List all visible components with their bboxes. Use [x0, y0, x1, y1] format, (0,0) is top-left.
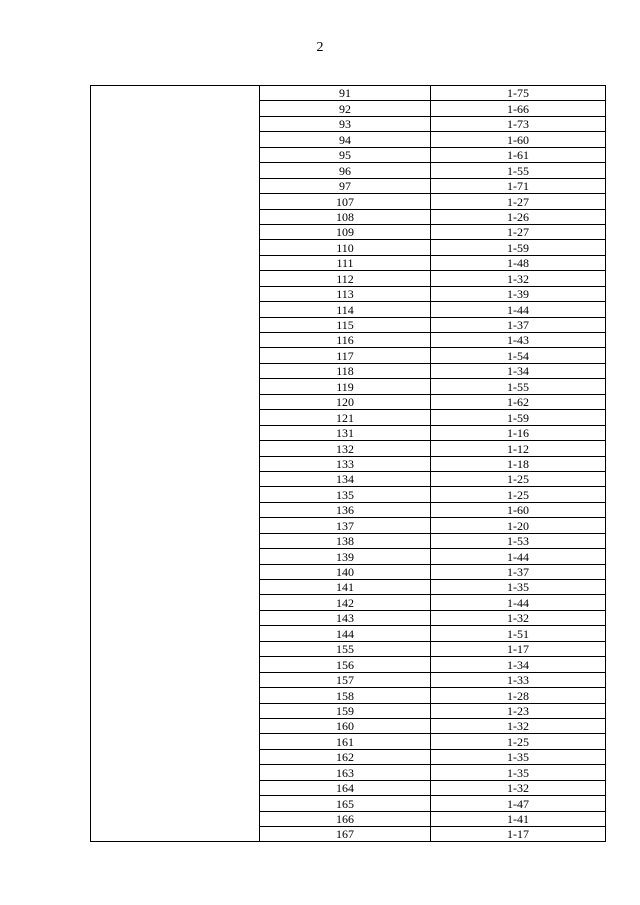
row-number-cell: 120 — [260, 394, 431, 409]
row-number-cell: 157 — [260, 672, 431, 687]
row-number-cell: 160 — [260, 718, 431, 733]
row-value-cell: 1-41 — [431, 811, 606, 826]
row-number-cell: 96 — [260, 163, 431, 178]
row-value-cell: 1-17 — [431, 641, 606, 656]
row-value-cell: 1-73 — [431, 116, 606, 131]
row-number-cell: 143 — [260, 610, 431, 625]
row-value-cell: 1-26 — [431, 209, 606, 224]
row-number-cell: 116 — [260, 333, 431, 348]
row-value-cell: 1-20 — [431, 518, 606, 533]
row-value-cell: 1-39 — [431, 286, 606, 301]
row-value-cell: 1-60 — [431, 132, 606, 147]
row-number-cell: 134 — [260, 471, 431, 486]
row-number-cell: 107 — [260, 194, 431, 209]
table-body — [91, 86, 606, 842]
row-value-cell: 1-54 — [431, 348, 606, 363]
row-value-cell: 1-75 — [431, 86, 606, 101]
row-value-cell: 1-33 — [431, 672, 606, 687]
row-value-cell: 1-27 — [431, 224, 606, 239]
row-value-cell: 1-44 — [431, 302, 606, 317]
row-number-cell: 115 — [260, 317, 431, 332]
row-number-cell: 95 — [260, 147, 431, 162]
row-number-cell: 138 — [260, 533, 431, 548]
row-number-cell: 140 — [260, 564, 431, 579]
row-value-cell: 1-25 — [431, 471, 606, 486]
row-number-cell: 141 — [260, 580, 431, 595]
row-value-cell: 1-66 — [431, 101, 606, 116]
table-row — [91, 86, 606, 101]
row-value-cell: 1-18 — [431, 456, 606, 471]
row-number-cell: 114 — [260, 302, 431, 317]
row-number-cell: 156 — [260, 657, 431, 672]
row-value-cell: 1-61 — [431, 147, 606, 162]
row-number-cell: 166 — [260, 811, 431, 826]
row-number-cell: 94 — [260, 132, 431, 147]
row-number-cell: 164 — [260, 780, 431, 795]
row-number-cell: 139 — [260, 549, 431, 564]
row-number-cell: 112 — [260, 271, 431, 286]
data-table — [90, 85, 606, 842]
row-value-cell: 1-25 — [431, 734, 606, 749]
row-value-cell: 1-27 — [431, 194, 606, 209]
row-number-cell: 97 — [260, 178, 431, 193]
row-value-cell: 1-32 — [431, 718, 606, 733]
row-number-cell: 111 — [260, 255, 431, 270]
row-value-cell: 1-51 — [431, 626, 606, 641]
row-value-cell: 1-47 — [431, 796, 606, 811]
row-number-cell: 92 — [260, 101, 431, 116]
row-value-cell: 1-55 — [431, 379, 606, 394]
row-number-cell: 163 — [260, 765, 431, 780]
row-value-cell: 1-32 — [431, 610, 606, 625]
row-number-cell: 162 — [260, 749, 431, 764]
row-value-cell: 1-59 — [431, 240, 606, 255]
row-number-cell: 159 — [260, 703, 431, 718]
row-number-cell: 142 — [260, 595, 431, 610]
row-value-cell: 1-35 — [431, 749, 606, 764]
row-value-cell: 1-53 — [431, 533, 606, 548]
row-value-cell: 1-35 — [431, 580, 606, 595]
row-number-cell: 135 — [260, 487, 431, 502]
row-number-cell: 113 — [260, 286, 431, 301]
row-value-cell: 1-71 — [431, 178, 606, 193]
row-value-cell: 1-23 — [431, 703, 606, 718]
row-value-cell: 1-43 — [431, 333, 606, 348]
row-value-cell: 1-37 — [431, 317, 606, 332]
row-value-cell: 1-44 — [431, 549, 606, 564]
row-number-cell: 132 — [260, 441, 431, 456]
row-value-cell: 1-60 — [431, 502, 606, 517]
row-value-cell: 1-28 — [431, 688, 606, 703]
row-number-cell: 93 — [260, 116, 431, 131]
row-number-cell: 136 — [260, 502, 431, 517]
row-number-cell: 117 — [260, 348, 431, 363]
row-value-cell: 1-17 — [431, 827, 606, 842]
row-number-cell: 144 — [260, 626, 431, 641]
data-table-container — [90, 85, 605, 842]
row-number-cell: 121 — [260, 410, 431, 425]
row-value-cell: 1-62 — [431, 394, 606, 409]
row-value-cell: 1-34 — [431, 657, 606, 672]
row-number-cell: 155 — [260, 641, 431, 656]
row-number-cell: 131 — [260, 425, 431, 440]
row-value-cell: 1-34 — [431, 363, 606, 378]
row-value-cell: 1-37 — [431, 564, 606, 579]
empty-merged-cell — [91, 86, 260, 842]
row-value-cell: 1-44 — [431, 595, 606, 610]
row-number-cell: 109 — [260, 224, 431, 239]
row-number-cell: 119 — [260, 379, 431, 394]
row-number-cell: 133 — [260, 456, 431, 471]
row-number-cell: 91 — [260, 86, 431, 101]
row-number-cell: 161 — [260, 734, 431, 749]
row-value-cell: 1-48 — [431, 255, 606, 270]
row-number-cell: 137 — [260, 518, 431, 533]
row-value-cell: 1-55 — [431, 163, 606, 178]
row-value-cell: 1-12 — [431, 441, 606, 456]
row-number-cell: 108 — [260, 209, 431, 224]
row-number-cell: 110 — [260, 240, 431, 255]
row-number-cell: 167 — [260, 827, 431, 842]
row-value-cell: 1-32 — [431, 780, 606, 795]
row-number-cell: 158 — [260, 688, 431, 703]
row-number-cell: 165 — [260, 796, 431, 811]
row-value-cell: 1-25 — [431, 487, 606, 502]
row-value-cell: 1-32 — [431, 271, 606, 286]
page-number: 2 — [316, 40, 324, 55]
row-value-cell: 1-59 — [431, 410, 606, 425]
row-value-cell: 1-16 — [431, 425, 606, 440]
row-number-cell: 118 — [260, 363, 431, 378]
row-value-cell: 1-35 — [431, 765, 606, 780]
